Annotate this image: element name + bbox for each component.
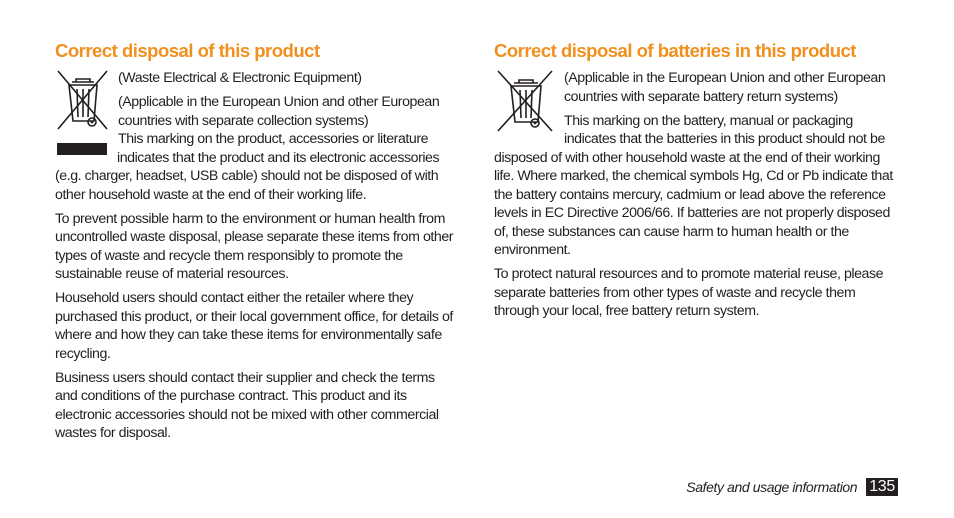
footer-section-title: Safety and usage information xyxy=(686,479,858,495)
weee-paragraph: This marking on the product, accessories or literature indicates that the product and its electronic accessories (e.g. charger, headset, USB cable) should not be disposed of with other household waste at the end of their working life. xyxy=(55,131,440,203)
weee-paragraph: (Waste Electrical & Electronic Equipment) xyxy=(118,70,362,86)
weee-heading: Correct disposal of this product xyxy=(55,40,320,61)
crossed-out-wheelie-bin-icon xyxy=(494,69,556,135)
battery-paragraph: This marking on the battery, manual or packaging indicates that the batteries in this product should not be disposed of with other household waste at the end of their working life. Where marked, the chemical symbols Hg, Cd or Pb indicate that the battery contains mercury, cadmium or lead above the reference levels in EC Directive 2006/66. If batteries are not properly disposed of, these substances can cause harm to human health or the environment. xyxy=(494,112,893,258)
weee-paragraph: Household users should contact either the retailer where they purchased this product, or their local government office, for details of where and how they can take these items for environmentally safe recycling. xyxy=(55,290,453,362)
page-number: 135 xyxy=(866,478,898,496)
left-column xyxy=(55,40,458,443)
page-footer xyxy=(686,478,898,496)
weee-paragraph: Business users should contact their supplier and check the terms and conditions of the purchase contract. This product and its electronic accessories should not be mixed with other commercial wastes for disposal. xyxy=(55,369,439,441)
weee-paragraph: To prevent possible harm to the environment or human health from uncontrolled waste disposal, please separate these items from other types of waste and recycle them responsibly to promote the sustainable reuse of material resources. xyxy=(55,210,454,282)
battery-paragraph: To protect natural resources and to promote material reuse, please separate batteries from other types of waste and recycle them through your local, free battery return system. xyxy=(494,266,884,319)
weee-marking-bar xyxy=(57,143,107,155)
weee-paragraph: (Applicable in the European Union and other European countries with separate collection systems) xyxy=(118,94,440,129)
battery-paragraph: (Applicable in the European Union and other European countries with separate battery return systems) xyxy=(564,70,886,105)
right-column xyxy=(494,40,900,321)
crossed-out-wheelie-bin-icon xyxy=(55,69,110,133)
battery-heading: Correct disposal of batteries in this product xyxy=(494,40,856,61)
